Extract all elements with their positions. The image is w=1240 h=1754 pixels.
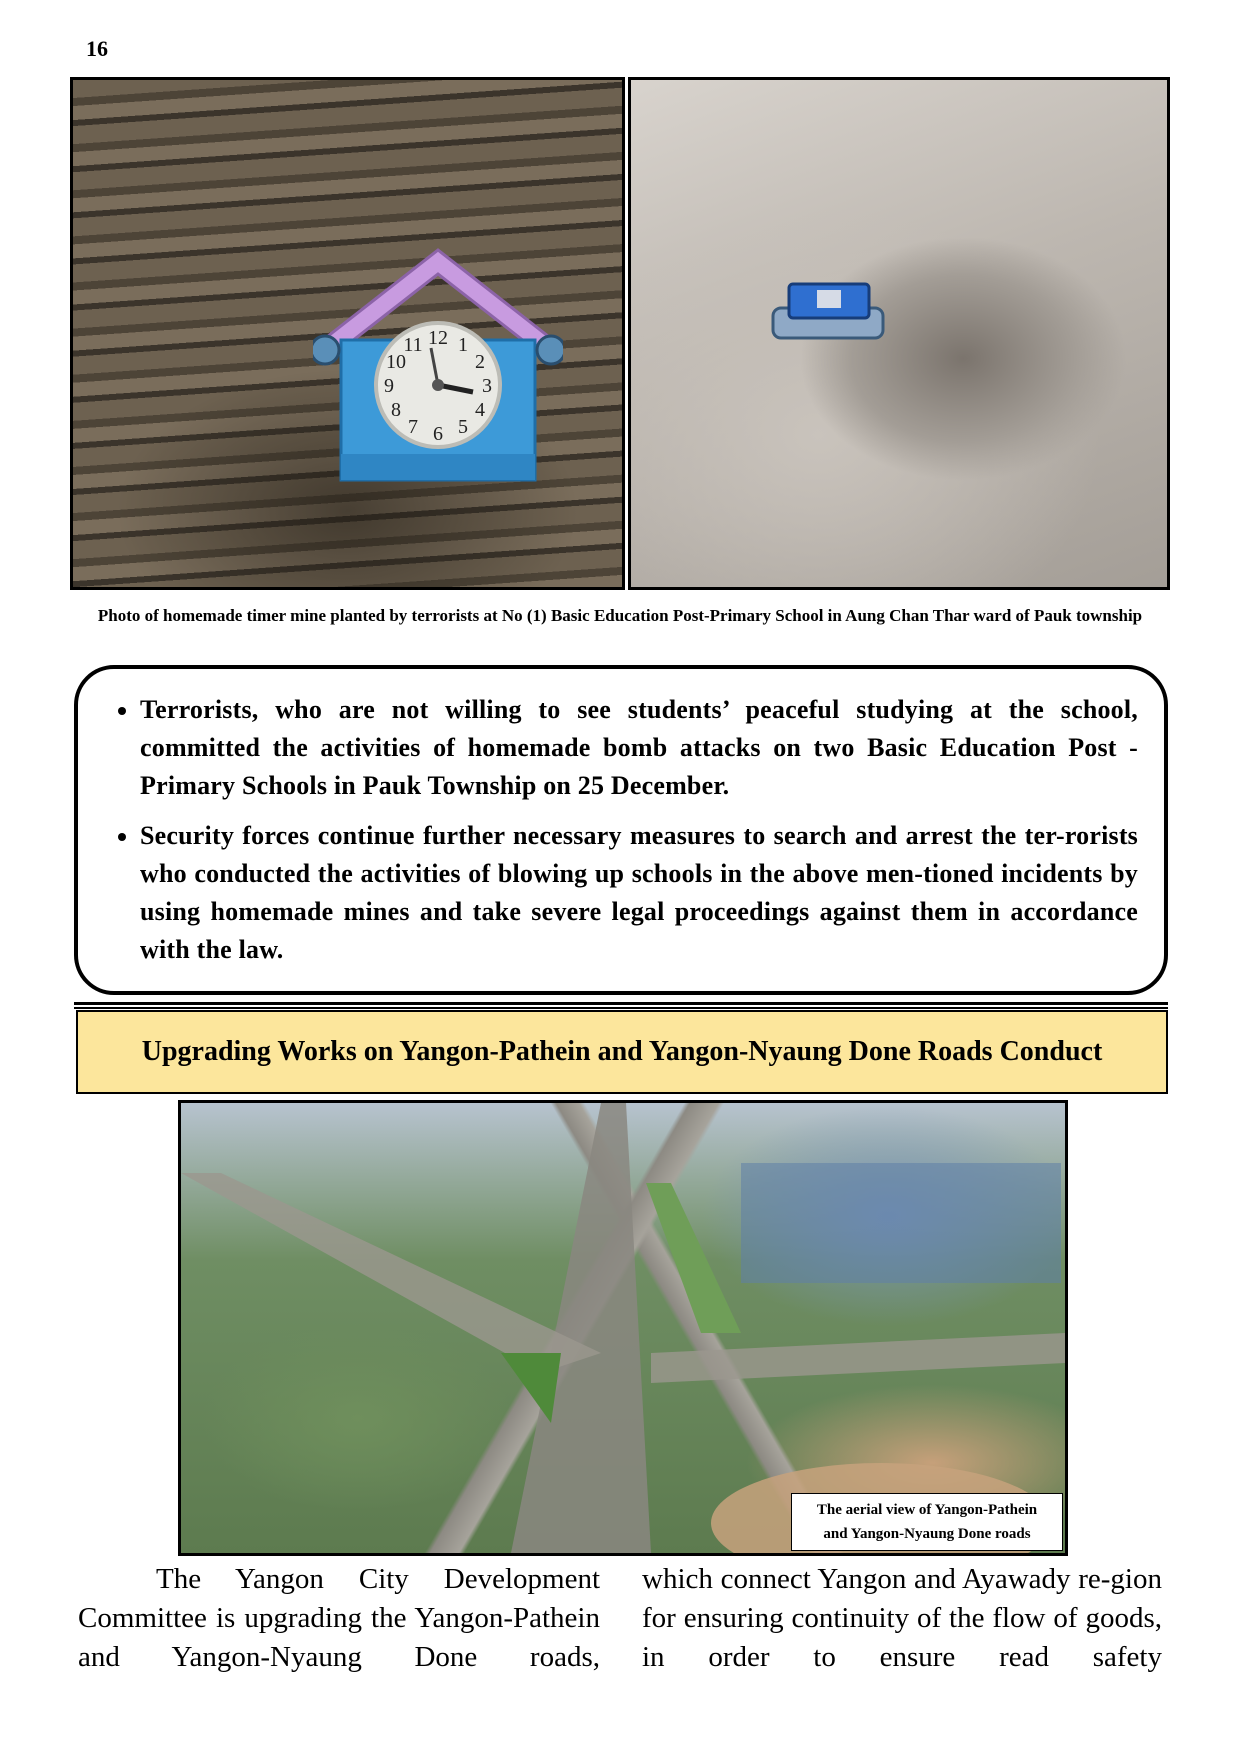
clock-numeral: 6 — [433, 423, 443, 445]
road-interchange-icon — [181, 1103, 1065, 1553]
caption-line: The aerial view of Yangon-Pathein — [816, 1502, 1038, 1518]
clock-numeral: 3 — [482, 375, 492, 397]
bullet-list — [78, 669, 1164, 969]
clock-numeral: 1 — [458, 334, 468, 356]
clock-icon — [313, 240, 563, 490]
clock-numeral: 2 — [475, 351, 485, 373]
body-text-left: The Yangon City Development Committee is upgrading the Yangon-Pathein and Yangon-Nyaung Done roads, — [78, 1563, 600, 1673]
buried-clock-icon — [759, 270, 899, 350]
timer-mine-photo — [70, 77, 625, 590]
clock-numeral: 9 — [384, 375, 394, 397]
photo-caption — [791, 1493, 1063, 1551]
bullet-item: • Security forces continue further necessary measures to search and arrest the ter-rorists who conducted the activities of blowing up schools in the above men-tioned incidents by using homemade mines and take severe legal proceedings against them in accordance with the law. — [140, 817, 1138, 969]
clock-numeral: 10 — [386, 351, 406, 373]
section-title: Upgrading Works on Yangon-Pathein and Yangon-Nyaung Done Roads Conduct — [76, 1010, 1168, 1094]
page-number: 16 — [86, 36, 108, 61]
aerial-road-photo — [178, 1100, 1068, 1556]
sand-pit-mine-photo — [628, 77, 1170, 590]
clock-numeral: 11 — [403, 334, 423, 356]
summary-box — [74, 665, 1168, 995]
clock-numeral: 7 — [408, 416, 418, 438]
photo-caption: Photo of homemade timer mine planted by terrorists at No (1) Basic Education Post-Primary School in Aung Chan Thar ward of Pauk township — [97, 606, 1143, 625]
body-text-right: which connect Yangon and Ayawady re-gion for ensuring continuity of the flow of goods, in order to ensure read safety — [642, 1563, 1162, 1673]
divider — [74, 1007, 1168, 1009]
caption-line: and Yangon-Nyaung Done roads — [823, 1526, 1031, 1542]
bullet-item: • Terrorists, who are not willing to see students’ peaceful studying at the school, committed the activities of homemade bomb attacks on two Basic Education Post -Primary Schools in Pauk Township on 25 December. — [140, 691, 1138, 805]
clock-numeral: 12 — [428, 327, 448, 349]
clock-numeral: 5 — [458, 416, 468, 438]
divider — [74, 1002, 1168, 1005]
clock-numeral: 4 — [475, 399, 485, 421]
clock-numeral: 8 — [391, 399, 401, 421]
